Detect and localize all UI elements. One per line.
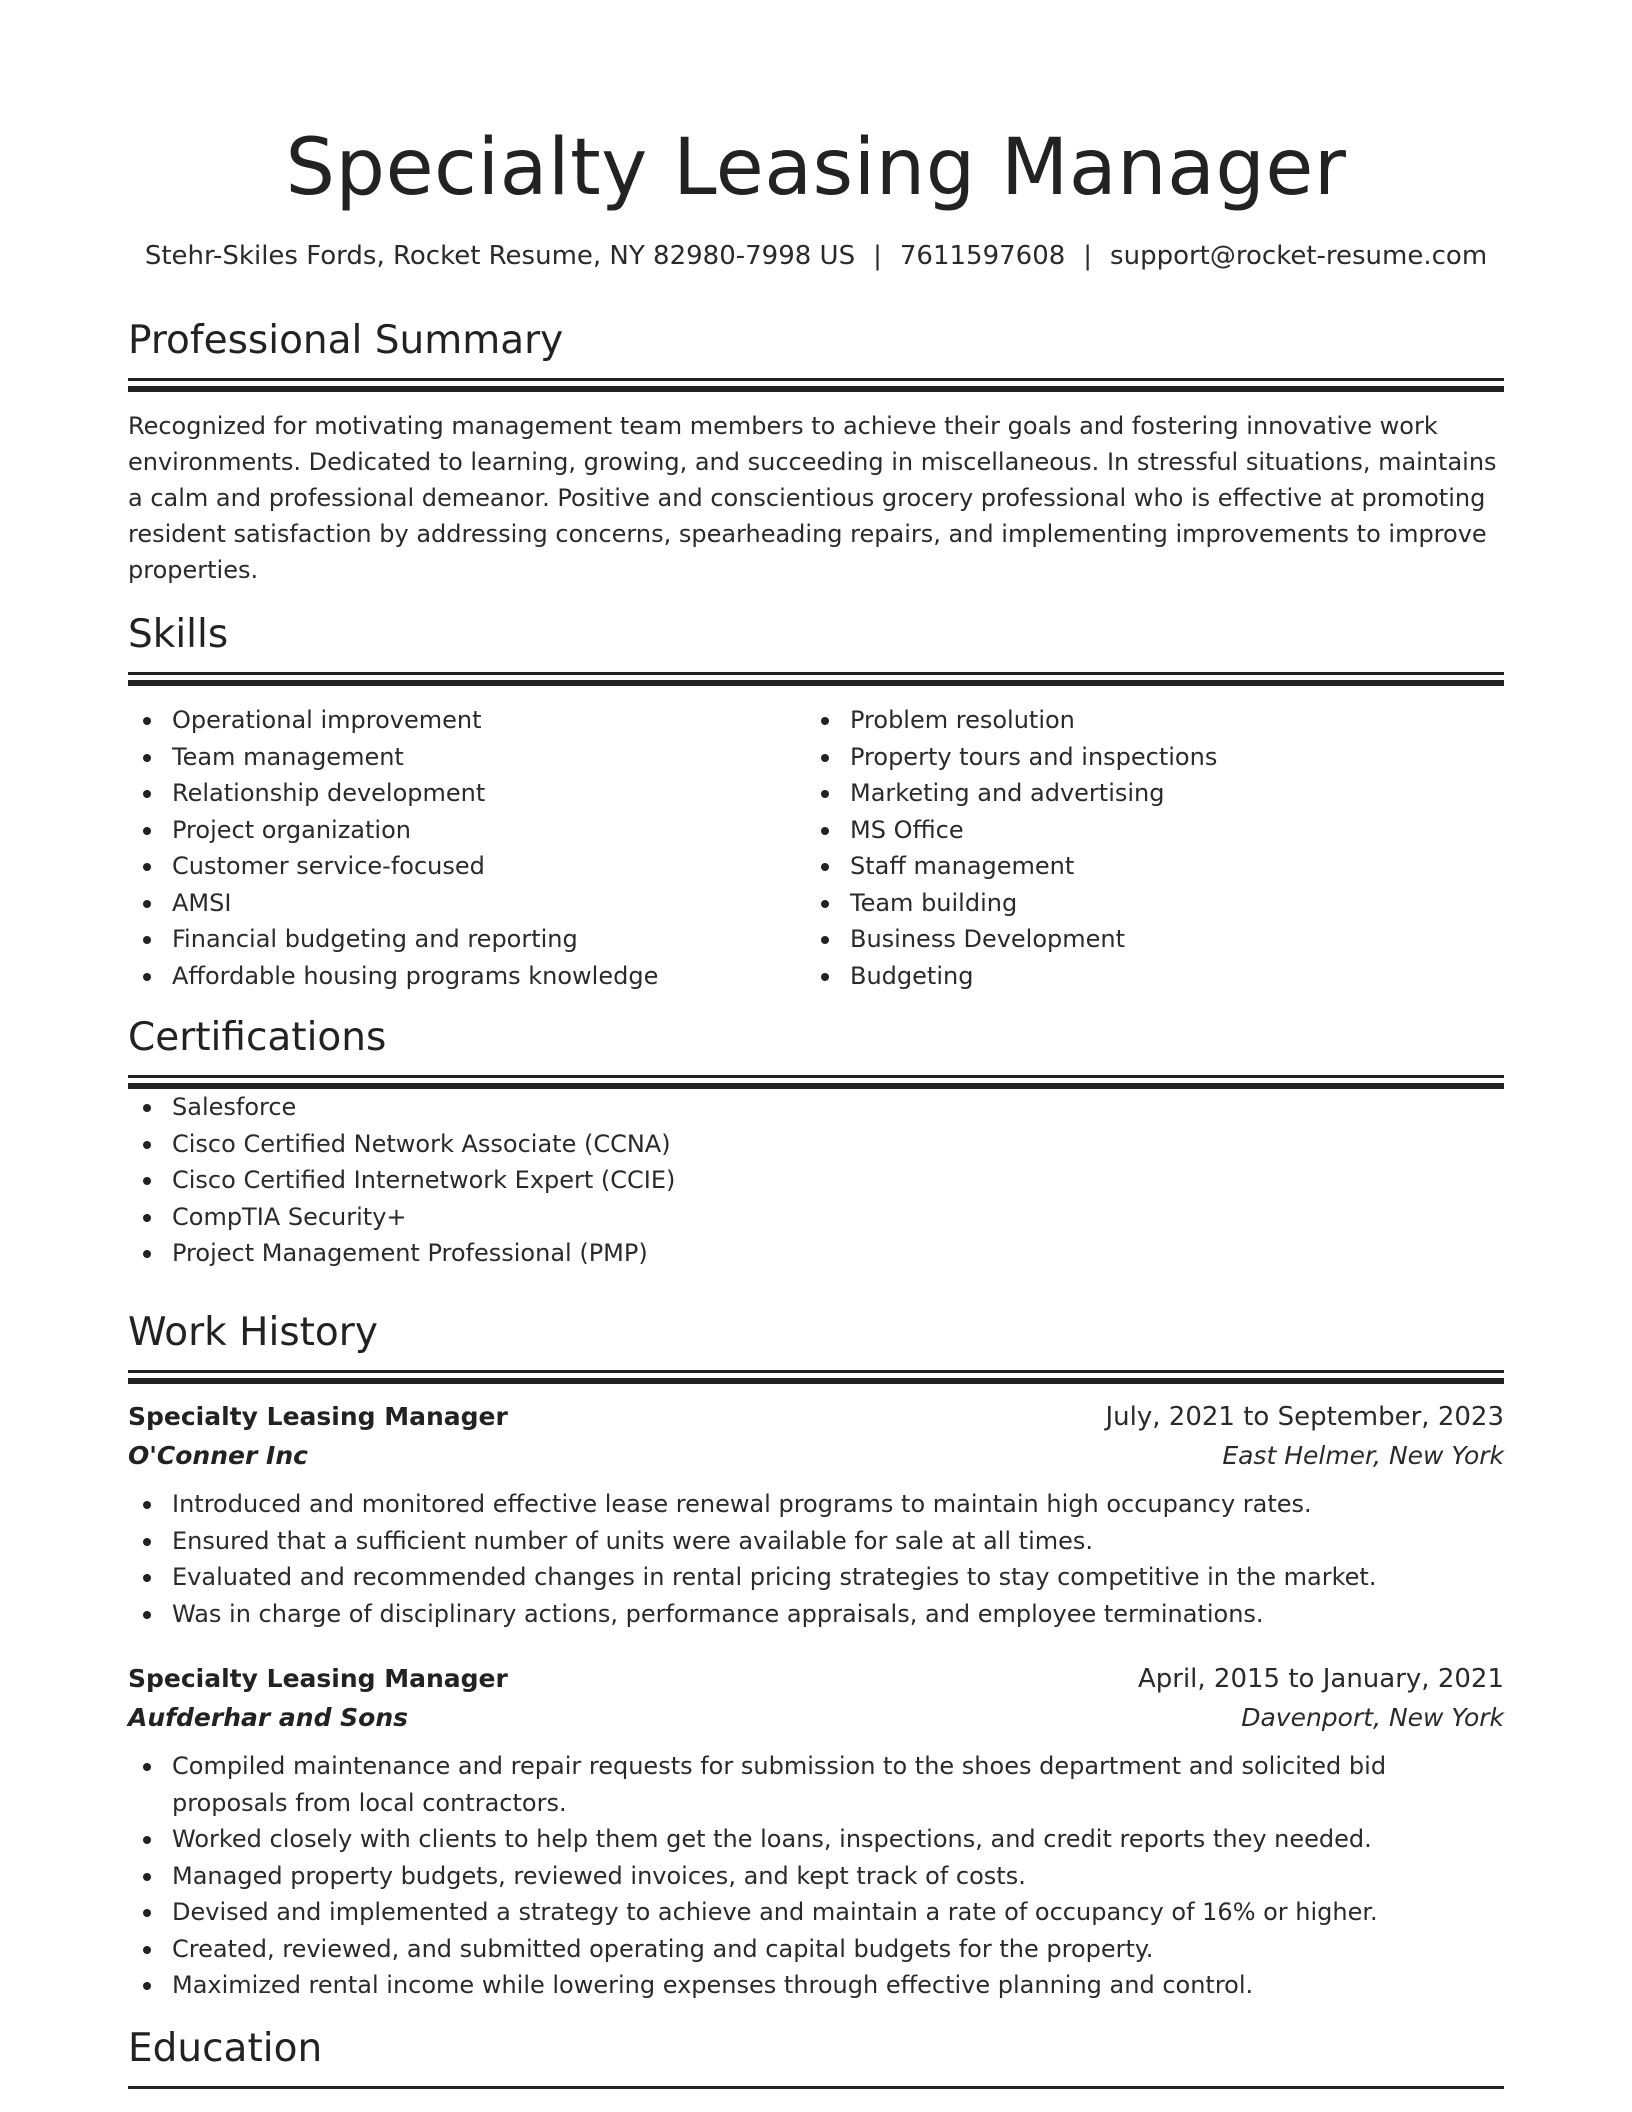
list-item: Created, reviewed, and submitted operating and capital budgets for the property.	[128, 1931, 1504, 1968]
job-entry	[128, 1398, 1504, 1632]
job-dates: July, 2021 to September, 2023	[1105, 1402, 1504, 1432]
job-entry	[128, 1660, 1504, 2004]
section-rule	[128, 672, 1504, 675]
list-item: Affordable housing programs knowledge	[128, 958, 806, 995]
education-section	[128, 2024, 1504, 2089]
section-rule-thick	[128, 386, 1504, 392]
skills-columns	[128, 702, 1504, 994]
job-title: Specialty Leasing Manager	[128, 1664, 508, 1693]
list-item: Property tours and inspections	[806, 739, 1484, 776]
list-item: Devised and implemented a strategy to achieve and maintain a rate of occupancy of 16% or higher.	[128, 1894, 1504, 1931]
list-item: Staff management	[806, 848, 1484, 885]
contact-address: Stehr-Skiles Fords, Rocket Resume, NY 82980-7998 US	[144, 241, 856, 271]
list-item: Budgeting	[806, 958, 1484, 995]
contact-separator: |	[873, 241, 882, 271]
section-title: Education	[128, 2026, 323, 2071]
section-title: Work History	[128, 1310, 378, 1355]
resume-name: Specialty Leasing Manager	[285, 123, 1347, 213]
list-item: CompTIA Security+	[128, 1199, 1504, 1236]
work-history-section	[128, 1308, 1504, 2004]
list-item: Maximized rental income while lowering expenses through effective planning and control.	[128, 1967, 1504, 2004]
contact-phone: 7611597608	[899, 241, 1066, 271]
contact-email: support@rocket-resume.com	[1110, 241, 1488, 271]
job-company-row	[128, 1698, 1504, 1738]
job-dates: April, 2015 to January, 2021	[1137, 1664, 1504, 1694]
contact-line	[128, 238, 1504, 274]
job-location: Davenport, New York	[1241, 1703, 1504, 1732]
list-item: Worked closely with clients to help them get the loans, inspections, and credit reports they needed.	[128, 1821, 1504, 1858]
job-header-row	[128, 1660, 1504, 1698]
certifications-list	[128, 1089, 1504, 1272]
list-item: Was in charge of disciplinary actions, performance appraisals, and employee terminations.	[128, 1596, 1504, 1633]
list-item: Cisco Certified Network Associate (CCNA)	[128, 1126, 1504, 1163]
job-company: Aufderhar and Sons	[128, 1703, 409, 1732]
job-company-row	[128, 1436, 1504, 1476]
section-rule	[128, 1370, 1504, 1373]
list-item: Business Development	[806, 921, 1484, 958]
skills-column-left	[128, 702, 806, 994]
contact-separator: |	[1083, 241, 1093, 271]
summary-section	[128, 316, 1504, 588]
section-title: Certifications	[128, 1015, 387, 1060]
list-item: MS Office	[806, 812, 1484, 849]
job-title: Specialty Leasing Manager	[128, 1402, 508, 1431]
skills-section	[128, 610, 1504, 994]
job-location: East Helmer, New York	[1222, 1441, 1504, 1470]
summary-text: Recognized for motivating management team members to achieve their goals and fostering innovative work environments. Dedicated to learning, growing, and succeeding in miscellaneous. In stressful situations, maintains a calm and professional demeanor. Positive and conscientious grocery professional who is effective at promoting resident satisfaction by addressing concerns, spearheading repairs, and implementing improvements to improve properties.	[128, 412, 1497, 584]
job-bullets	[128, 1486, 1504, 1632]
list-item: Project Management Professional (PMP)	[128, 1235, 1504, 1272]
skills-list	[806, 702, 1484, 994]
job-bullets	[128, 1748, 1504, 2004]
section-rule	[128, 1075, 1504, 1078]
list-item: Team management	[128, 739, 806, 776]
list-item: Financial budgeting and reporting	[128, 921, 806, 958]
list-item: Cisco Certified Internetwork Expert (CCIE)	[128, 1162, 1504, 1199]
section-rule	[128, 2086, 1504, 2089]
section-rule-thick	[128, 680, 1504, 686]
list-item: Salesforce	[128, 1089, 1504, 1126]
section-title: Professional Summary	[128, 318, 564, 363]
list-item: Introduced and monitored effective lease renewal programs to maintain high occupancy rates.	[128, 1486, 1504, 1523]
list-item: Relationship development	[128, 775, 806, 812]
list-item: Marketing and advertising	[806, 775, 1484, 812]
list-item: Ensured that a sufficient number of units were available for sale at all times.	[128, 1523, 1504, 1560]
section-title: Skills	[128, 612, 229, 657]
list-item: AMSI	[128, 885, 806, 922]
job-company: O'Conner Inc	[128, 1441, 308, 1470]
certifications-section	[128, 1013, 1504, 1272]
skills-column-right	[806, 702, 1484, 994]
section-rule	[128, 378, 1504, 381]
list-item: Evaluated and recommended changes in rental pricing strategies to stay competitive in the market.	[128, 1559, 1504, 1596]
section-rule-thick	[128, 1378, 1504, 1384]
list-item: Team building	[806, 885, 1484, 922]
job-header-row	[128, 1398, 1504, 1436]
list-item: Operational improvement	[128, 702, 806, 739]
list-item: Compiled maintenance and repair requests for submission to the shoes department and solicited bid proposals from local contractors.	[128, 1748, 1504, 1821]
list-item: Problem resolution	[806, 702, 1484, 739]
list-item: Managed property budgets, reviewed invoices, and kept track of costs.	[128, 1858, 1504, 1895]
list-item: Customer service-focused	[128, 848, 806, 885]
skills-list	[128, 702, 806, 994]
list-item: Project organization	[128, 812, 806, 849]
